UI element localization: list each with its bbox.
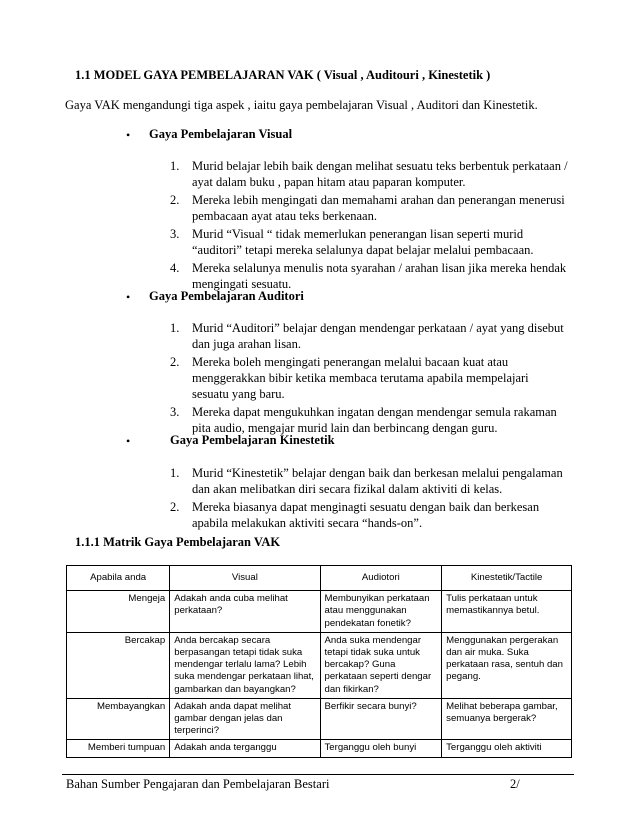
subsection-title-kinestetik: Gaya Pembelajaran Kinestetik <box>170 433 335 447</box>
list-kinestetik <box>170 465 568 533</box>
table-cell: Adakah anda dapat melihat gambar dengan jelas dan terperinci? <box>170 698 320 740</box>
column-header: Visual <box>170 566 320 591</box>
table-cell: Adakah anda cuba melihat perkataan? <box>170 591 320 633</box>
table-row <box>67 632 572 698</box>
row-label: Memberi tumpuan <box>67 740 170 757</box>
table-row <box>67 591 572 633</box>
table-cell: Adakah anda terganggu <box>170 740 320 757</box>
table-cell: Berfikir secara bunyi? <box>320 698 442 740</box>
list-item: 1. Murid “Auditori” belajar dengan mendengar perkataan / ayat yang disebut dan juga arahan lisan. <box>170 321 564 351</box>
table-cell: Membunyikan perkataan atau menggunakan pendekatan fonetik? <box>320 591 442 633</box>
list-item: 1. Murid belajar lebih baik dengan melihat sesuatu teks berbentuk perkataan / ayat dalam buku , papan hitam atau paparan komputer. <box>170 159 568 189</box>
list-item: 3. Murid “Visual “ tidak memerlukan penerangan lisan seperti murid “auditori” tetapi mereka selalunya dapat belajar melalui pembacaan. <box>170 227 534 257</box>
table-cell: Terganggu oleh bunyi <box>320 740 442 757</box>
list-visual <box>170 158 568 294</box>
intro-paragraph: Gaya VAK mengandungi tiga aspek , iaitu gaya pembelajaran Visual , Auditori dan Kinestetik. <box>65 98 538 112</box>
table-row <box>67 740 572 757</box>
table-cell: Menggunakan pergerakan dan air muka. Suka perkataan rasa, sentuh dan pegang. <box>442 632 572 698</box>
table-row <box>67 698 572 740</box>
vak-matrix-table <box>66 565 572 758</box>
list-item: 1. Murid “Kinestetik” belajar dengan baik dan berkesan melalui pengalaman dan akan melibatkan diri secara fizikal dalam aktiviti di kelas. <box>170 466 563 496</box>
row-label: Membayangkan <box>67 698 170 740</box>
bullet-kinestetik: • <box>126 434 131 448</box>
list-item: 4. Mereka selalunya menulis nota syarahan / arahan lisan jika mereka hendak mengingati sesuatu. <box>170 261 567 291</box>
row-label: Bercakap <box>67 632 170 698</box>
matrix-heading: 1.1.1 Matrik Gaya Pembelajaran VAK <box>75 535 281 549</box>
column-header: Apabila anda <box>67 566 170 591</box>
footer-divider <box>62 774 574 775</box>
list-item: 2. Mereka lebih mengingati dan memahami arahan dan penerangan menerusi pembacaan ayat atau teks berkenaan. <box>170 193 565 223</box>
footer-text: Bahan Sumber Pengajaran dan Pembelajaran Bestari <box>66 777 330 791</box>
bullet-auditori: • <box>126 290 131 304</box>
page-number: 2/ <box>510 777 520 791</box>
table-cell: Melihat beberapa gambar, semuanya bergerak? <box>442 698 572 740</box>
column-header: Audiotori <box>320 566 442 591</box>
table-cell: Anda suka mendengar tetapi tidak suka untuk bercakap? Guna perkataan seperti dengar dan fikirkan? <box>320 632 442 698</box>
list-item: 2. Mereka boleh mengingati penerangan melalui bacaan kuat atau menggerakkan bibir ketika membaca terutama apabila mempelajari sesuatu yang baru. <box>170 355 529 401</box>
table-cell: Anda bercakap secara berpasangan tetapi tidak suka mendengar terlalu lama? Lebih suka mendengar perkataan lihat, gambarkan dan bayangkan? <box>170 632 320 698</box>
table-cell: Terganggu oleh aktiviti <box>442 740 572 757</box>
bullet-visual: • <box>126 128 131 142</box>
list-item: 3. Mereka dapat mengukuhkan ingatan dengan mendengar semula rakaman pita audio, mengajar murid lain dan berbincang dengan guru. <box>170 405 557 435</box>
list-item: 2. Mereka biasanya dapat menginagti sesuatu dengan baik dan berkesan apabila melakukan aktiviti secara “hands-on”. <box>170 500 540 530</box>
table-header-row <box>67 566 572 591</box>
subsection-title-auditori: Gaya Pembelajaran Auditori <box>149 289 304 303</box>
subsection-title-visual: Gaya Pembelajaran Visual <box>149 127 293 141</box>
list-auditori <box>170 320 568 438</box>
table-cell: Tulis perkataan untuk memastikannya betul. <box>442 591 572 633</box>
section-heading: 1.1 MODEL GAYA PEMBELAJARAN VAK ( Visual , Auditouri , Kinestetik ) <box>75 68 491 82</box>
row-label: Mengeja <box>67 591 170 633</box>
column-header: Kinestetik/Tactile <box>442 566 572 591</box>
